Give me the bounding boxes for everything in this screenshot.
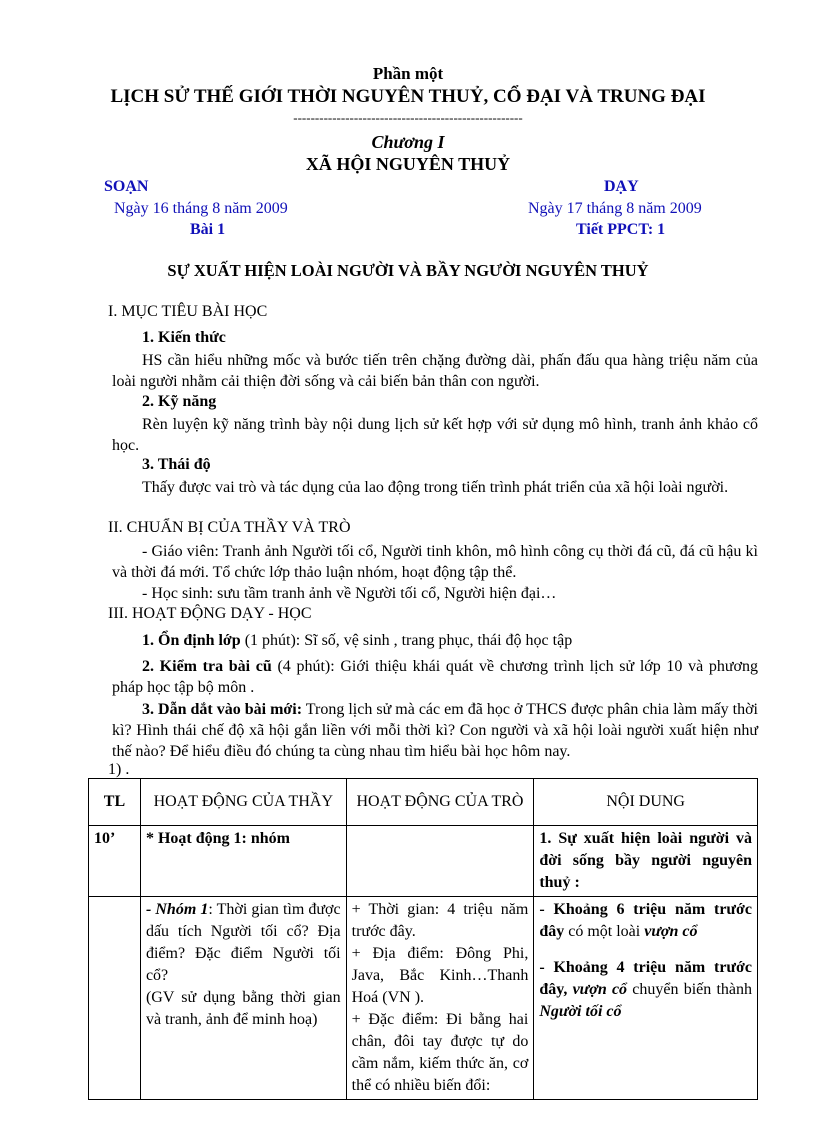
content-2-term: vượn cổ	[572, 981, 628, 998]
group1-question: : Thời gian tìm được dấu tích Người tối cổ? Địa điểm? Đặc điểm Người tối cổ?	[145, 901, 341, 984]
table-header-row	[89, 779, 758, 826]
row2-teacher	[140, 897, 346, 1100]
review-label: 2. Kiểm tra bài cũ	[142, 658, 272, 675]
header-time: TL	[89, 779, 141, 826]
teach-date: Ngày 17 tháng 8 năm 2009	[528, 200, 702, 217]
student-answer-traits: + Đặc điểm: Đi bằng hai chân, đôi tay được tự do cầm nắm, kiếm thức ăn, cơ thể có nhiều biến đổi:	[351, 1011, 529, 1094]
content-2-term2: Người tối cổ	[539, 1003, 622, 1020]
content-point-2	[539, 957, 752, 1023]
content-point-1	[539, 899, 752, 943]
chapter-title: XÃ HỘI NGUYÊN THUỶ	[305, 154, 511, 174]
intro-label: 3. Dẫn dắt vào bài mới:	[142, 701, 303, 718]
main-title: LỊCH SỬ THẾ GIỚI THỜI NGUYÊN THUỶ, CỔ ĐẠI VÀ TRUNG ĐẠI	[110, 86, 706, 107]
skills-heading: 2. Kỹ năng	[142, 393, 217, 410]
content-1-bold: - Khoảng 6 triệu năm trước đây	[539, 901, 752, 940]
lesson-plan-table	[88, 778, 758, 1100]
row1-student	[346, 826, 534, 897]
prepare-label: SOẠN	[104, 178, 149, 195]
section-preparation: II. CHUẨN BỊ CỦA THẦY VÀ TRÒ	[108, 519, 351, 536]
class-stabilize	[112, 630, 758, 651]
content-2-bold: - Khoảng 4 triệu năm trước đây,	[539, 959, 752, 998]
row2-student	[346, 897, 534, 1100]
row1-content: 1. Sự xuất hiện loài người và đời sống bầy người nguyên thuỷ :	[534, 826, 758, 897]
row1-teacher: * Hoạt động 1: nhóm	[140, 826, 346, 897]
lesson-number: Bài 1	[190, 221, 226, 238]
title-rule: -----------------------------------------------------	[293, 110, 523, 125]
chapter-label: Chương I	[371, 132, 445, 152]
teacher-note: (GV sử dụng bằng thời gian và tranh, ảnh để minh hoạ)	[145, 989, 341, 1028]
attitude-text: Thấy được vai trò và tác dụng của lao động trong tiến trình phát triển của xã hội loài người.	[142, 479, 729, 496]
section-activities: III. HOẠT ĐỘNG DẠY - HỌC	[108, 605, 312, 622]
content-2-text: chuyển biến thành	[627, 981, 753, 998]
class-stabilize-label: 1. Ổn định lớp	[142, 632, 241, 649]
class-stabilize-text: (1 phút): Sĩ số, vệ sinh , trang phục, thái độ học tập	[240, 632, 573, 649]
row2-time	[89, 897, 141, 1100]
section-objectives: I. MỤC TIÊU BÀI HỌC	[108, 303, 268, 320]
student-answer-place: + Địa điểm: Đông Phi, Java, Bắc Kinh…Thanh Hoá (VN ).	[351, 945, 529, 1006]
table-row	[89, 897, 758, 1100]
period-number: Tiết PPCT: 1	[576, 221, 666, 238]
part-label: Phần một	[372, 64, 444, 83]
skills-text: Rèn luyện kỹ năng trình bày nội dung lịch sử kết hợp với sử dụng mô hình, tranh ảnh khảo cổ học.	[112, 416, 758, 454]
lesson-intro	[112, 699, 758, 762]
review-text: (4 phút): Giới thiệu khái quát về chương trình lịch sử lớp 10 và phương pháp học tập bộ môn .	[112, 658, 759, 696]
content-1-text: có một loài	[564, 923, 645, 940]
row1-time: 10’	[89, 826, 141, 897]
row2-content	[534, 897, 758, 1100]
intro-text: Trong lịch sử mà các em đã học ở THCS được phân chia làm mấy thời kì? Hình thái chế độ xã hội gắn liền với mỗi thời kì? Con người và xã hội loài người xuất hiện như thế nào? Để hiểu điều đó chúng ta cùng nhau tìm hiểu bài học hôm nay.	[112, 701, 758, 760]
student-answer-time: + Thời gian: 4 triệu năm trước đây.	[351, 901, 529, 940]
content-1-term: vượn cổ	[644, 923, 698, 940]
knowledge-text: HS cần hiểu những mốc và bước tiến trên chặng đường dài, phấn đấu qua hàng triệu năm của loài người nhằm cải thiện đời sống và cải biến bản thân con người.	[112, 352, 758, 390]
table-row	[89, 826, 758, 897]
item-one: 1) .	[108, 761, 130, 778]
teach-label: DẠY	[604, 178, 639, 195]
header-content: NỘI DUNG	[534, 779, 758, 826]
review-old-lesson	[112, 656, 758, 698]
student-preparation: - Học sinh: sưu tầm tranh ảnh về Người tối cổ, Người hiện đại…	[142, 585, 557, 602]
group1-label: - Nhóm 1	[145, 901, 209, 918]
attitude-heading: 3. Thái độ	[142, 456, 211, 473]
prepare-date: Ngày 16 tháng 8 năm 2009	[114, 200, 288, 217]
lesson-title: SỰ XUẤT HIỆN LOÀI NGƯỜI VÀ BẦY NGƯỜI NGUYÊN THUỶ	[167, 261, 649, 280]
knowledge-heading: 1. Kiến thức	[142, 329, 226, 346]
header-teacher: HOẠT ĐỘNG CỦA THẦY	[140, 779, 346, 826]
teacher-preparation: - Giáo viên: Tranh ảnh Người tối cổ, Người tinh khôn, mô hình công cụ thời đá cũ, đá cũ hậu kì và thời đá mới. Tổ chức lớp thảo luận nhóm, hoạt động tập thể.	[112, 543, 758, 581]
header-student: HOẠT ĐỘNG CỦA TRÒ	[346, 779, 534, 826]
